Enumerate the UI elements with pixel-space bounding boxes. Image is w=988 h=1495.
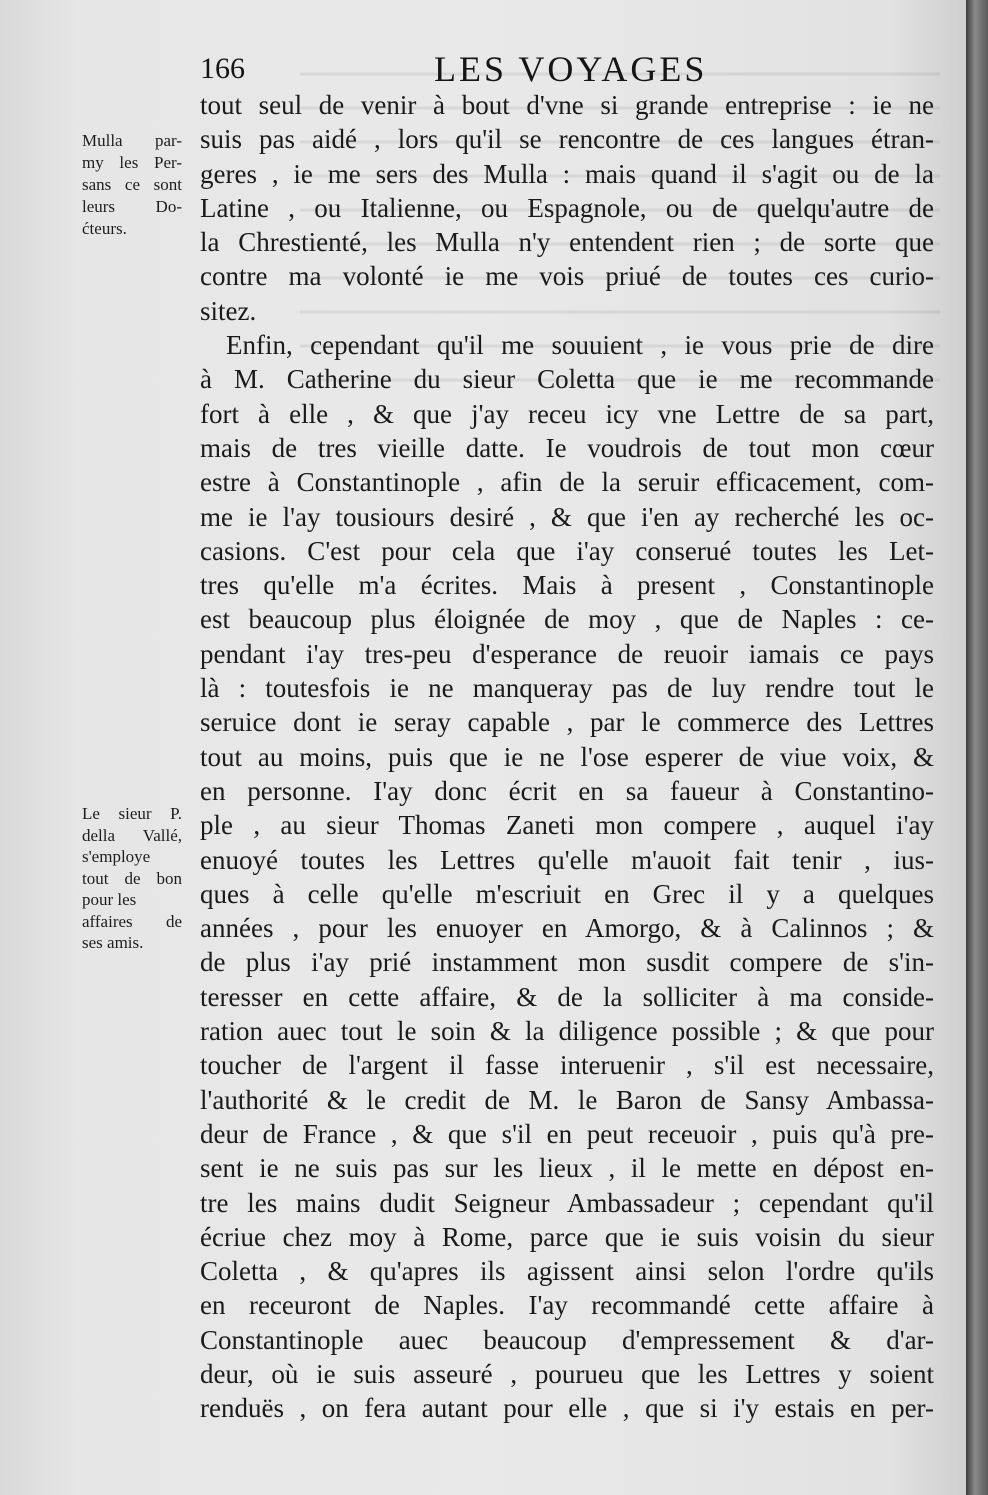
margin-note-line: della Vallé, xyxy=(82,825,182,845)
text-line: renduës , on fera autant pour elle , que si i'y estais en per- xyxy=(200,1393,934,1424)
text-line: deur, où ie suis asseuré , pourueu que les Lettres y soient xyxy=(200,1358,934,1389)
margin-note-line: pour les xyxy=(82,890,137,909)
margin-note-line: s'employe xyxy=(82,847,151,866)
running-head: LES VOYAGES xyxy=(434,49,708,89)
text-line: Constantinople auec beaucoup d'empressement & d'ar- xyxy=(200,1324,934,1355)
margin-note-line: my les Per- xyxy=(82,153,182,172)
text-line: mais de tres vieille datte. Ie voudrois de tout mon cœur xyxy=(200,432,934,463)
text-line: deur de France , & que s'il en peut receuoir , puis qu'à pre- xyxy=(200,1118,934,1149)
text-line: tre les mains dudit Seigneur Ambassadeur ; cependant qu'il xyxy=(200,1187,934,1218)
text-line: écriue chez moy à Rome, parce que ie suis voisin du sieur xyxy=(200,1221,934,1252)
text-line: la Chrestienté, les Mulla n'y entendent rien ; de sorte que xyxy=(200,227,934,258)
text-line: pendant i'ay tres-peu d'esperance de reuoir iamais ce pays xyxy=(200,638,934,669)
page-number: 166 xyxy=(200,52,245,85)
text-line: geres , ie me sers des Mulla : mais quand il s'agit ou de la xyxy=(200,158,934,189)
text-line: années , pour les enuoyer en Amorgo, & à Calinnos ; & xyxy=(200,913,934,944)
margin-note-line: Mulla par- xyxy=(82,131,182,150)
text-line: fort à elle , & que j'ay receu icy vne Lettre de sa part, xyxy=(200,398,934,429)
margin-note-line: affaires de xyxy=(82,911,182,931)
text-line: toucher de l'argent il fasse interuenir , s'il est necessaire, xyxy=(200,1050,934,1081)
text-line: l'authorité & le credit de M. le Baron de Sansy Ambassa- xyxy=(200,1084,934,1115)
text-line: Enfin, cependant qu'il me souuient , ie vous prie de dire xyxy=(226,330,934,361)
margin-note-line: sans ce sont xyxy=(82,175,182,194)
text-line: en receuront de Naples. I'ay recommandé cette affaire à xyxy=(200,1290,934,1321)
text-line: casions. C'est pour cela que i'ay conserué toutes les Let- xyxy=(200,535,934,566)
text-line: sitez. xyxy=(200,295,257,326)
text-line: est beaucoup plus éloignée de moy , que de Naples : ce- xyxy=(200,604,934,635)
text-line: ques à celle qu'elle m'escriuit en Grec il y a quelques xyxy=(200,878,934,909)
text-line: en personne. I'ay donc écrit en sa faueur à Constantino- xyxy=(200,775,934,806)
text-line: là : toutesfois ie ne manqueray pas de luy rendre tout le xyxy=(200,673,934,704)
text-line: ration auec tout le soin & la diligence possible ; & que pour xyxy=(200,1016,934,1047)
text-line: contre ma volonté ie me vois priué de toutes ces curio- xyxy=(200,261,934,292)
margin-note-line: ćteurs. xyxy=(82,219,127,238)
margin-note-mulla xyxy=(82,130,182,240)
text-line: ple , au sieur Thomas Zaneti mon compere , auquel i'ay xyxy=(200,810,934,841)
text-line: de plus i'ay prié instamment mon susdit compere de s'in- xyxy=(200,947,934,978)
text-line: enuoyé toutes les Lettres qu'elle m'auoit fait tenir , ius- xyxy=(200,844,934,875)
text-line: à M. Catherine du sieur Coletta que ie me recommande xyxy=(200,364,934,395)
body-text xyxy=(200,88,934,1426)
text-line: suis pas aidé , lors qu'il se rencontre de ces langues étran- xyxy=(200,124,934,155)
margin-note-line: Le sieur P. xyxy=(82,804,182,823)
book-page-edge xyxy=(966,0,988,1495)
text-line: teresser en cette affaire, & de la solliciter à ma conside- xyxy=(200,981,934,1012)
text-line: Coletta , & qu'apres ils agissent ainsi selon l'ordre qu'ils xyxy=(200,1256,934,1287)
text-line: Latine , ou Italienne, ou Espagnole, ou de quelqu'autre de xyxy=(200,192,934,223)
text-line: tout au moins, puis que ie ne l'ose esperer de viue voix, & xyxy=(200,741,934,772)
text-line: tout seul de venir à bout d'vne si grande entreprise : ie ne xyxy=(200,90,934,120)
margin-note-line: tout de bon xyxy=(82,868,182,888)
margin-note-line: ses amis. xyxy=(82,933,144,952)
text-line: sent ie ne suis pas sur les lieux , il le mette en dépost en- xyxy=(200,1153,934,1184)
text-line: me ie l'ay tousiours desiré , & que i'en ay recherché les oc- xyxy=(200,501,934,532)
text-line: tres qu'elle m'a écrites. Mais à present , Constantinople xyxy=(200,570,934,601)
text-line: estre à Constantinople , afin de la seruir efficacement, com- xyxy=(200,467,934,498)
margin-note-line: leurs Do- xyxy=(82,197,182,216)
text-line: seruice dont ie seray capable , par le commerce des Lettres xyxy=(200,707,934,738)
margin-note-valle xyxy=(82,803,182,954)
